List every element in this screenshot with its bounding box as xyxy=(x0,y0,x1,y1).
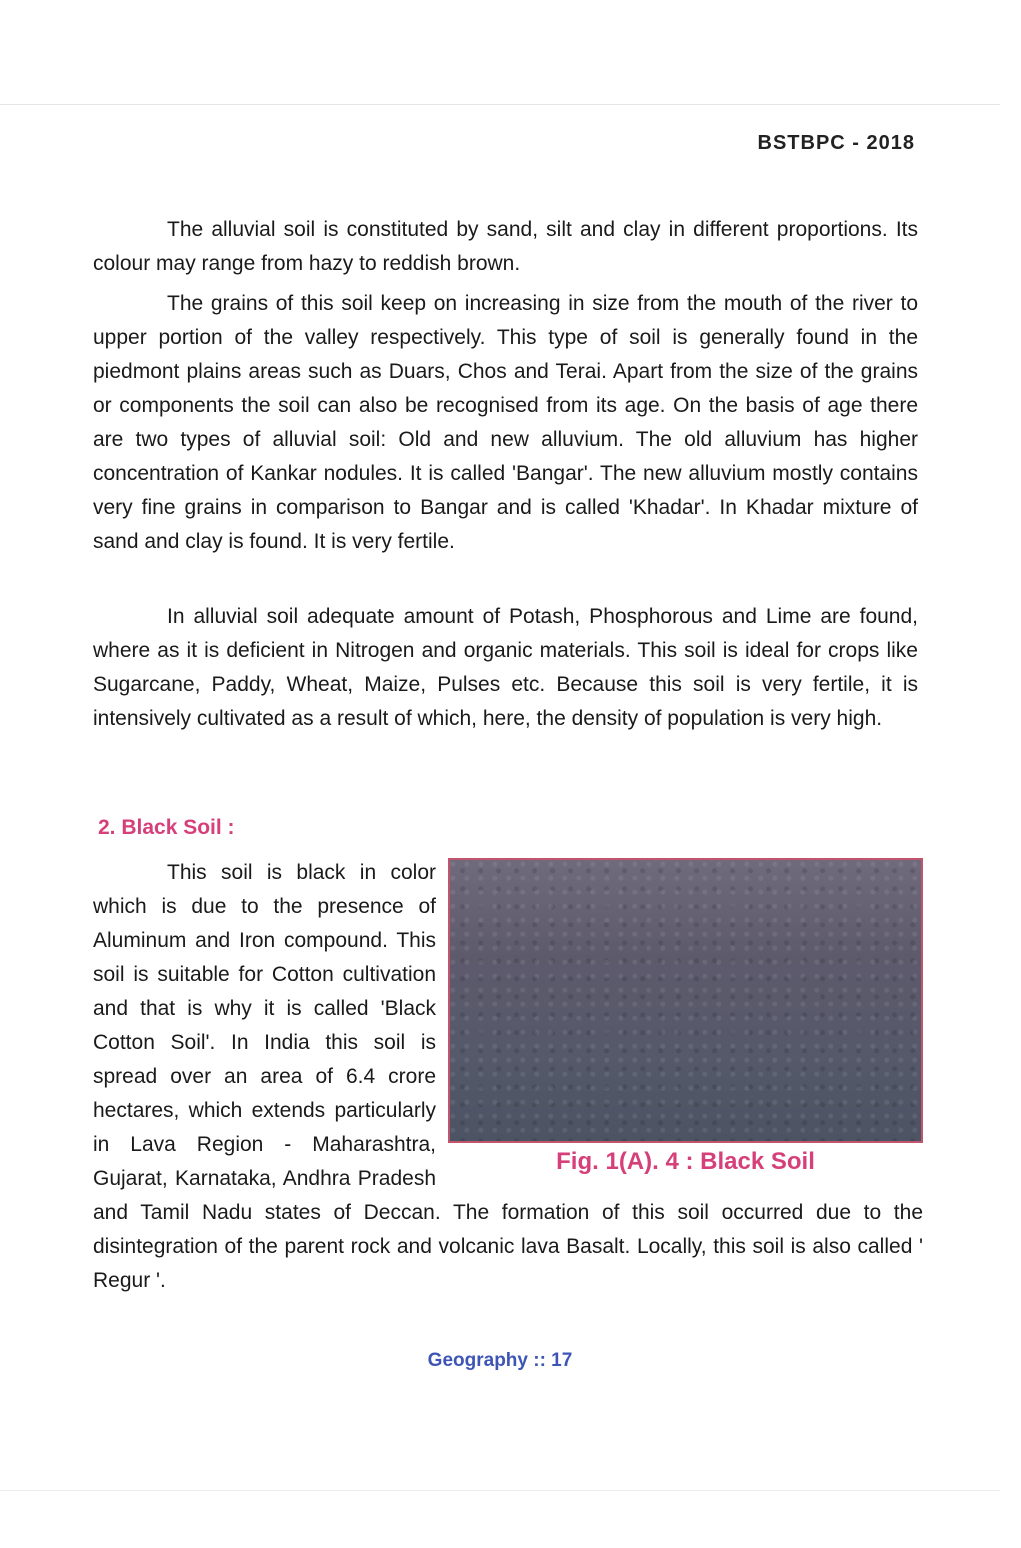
figure-caption: Fig. 1(A). 4 : Black Soil xyxy=(556,1148,815,1175)
scan-edge-top xyxy=(0,104,1000,105)
black-soil-section xyxy=(93,856,923,1298)
figure-black-soil xyxy=(448,858,923,1188)
paragraph-black-soil: This soil is black in color which is due to the presence of Aluminum and Iron compound. This soil is suitable for Cotton cultivation and that is why it is called 'Black Cotton Soil'. In India this soil is spread over an area of 6.4 crore hectares, which extends particularly in Lava Region - Maharashtra, Gujarat, Karnataka, Andhra Pradesh and Tamil Nadu states of Deccan. The formation of this soil occurred due to the disintegration of the parent rock and volcanic lava Basalt. Locally, this soil is also called ' Regur '. xyxy=(93,861,923,1292)
section-heading-black-soil: 2. Black Soil : xyxy=(98,816,235,839)
black-soil-photo xyxy=(448,858,923,1143)
page-folio: Geography :: 17 xyxy=(427,1350,573,1371)
scan-edge-bottom xyxy=(0,1490,1000,1491)
paragraph-alluvial-nutrients: In alluvial soil adequate amount of Potash, Phosphorous and Lime are found, where as it is deficient in Nitrogen and organic materials. This soil is ideal for crops like Sugarcane, Paddy, Wheat, Maize, Pulses etc. Because this soil is very fertile, it is intensively cultivated as a result of which, here, the density of population is very high. xyxy=(93,605,918,730)
paragraph-alluvial-grains: The grains of this soil keep on increasing in size from the mouth of the river to upper portion of the valley respectively. This type of soil is generally found in the piedmont plains areas such as Duars, Chos and Terai. Apart from the size of the grains or components the soil can also be recognised from its age. On the basis of age there are two types of alluvial soil: Old and new alluvium. The old alluvium has higher concentration of Kankar nodules. It is called 'Bangar'. The new alluvium mostly contains very fine grains in comparison to Bangar and is called 'Khadar'. In Khadar mixture of sand and clay is found. It is very fertile. xyxy=(93,292,918,553)
paragraph-alluvial-composition: The alluvial soil is constituted by sand, silt and clay in different proportions. Its colour may range from hazy to reddish brown. xyxy=(93,218,918,275)
running-head: BSTBPC - 2018 xyxy=(757,132,915,154)
